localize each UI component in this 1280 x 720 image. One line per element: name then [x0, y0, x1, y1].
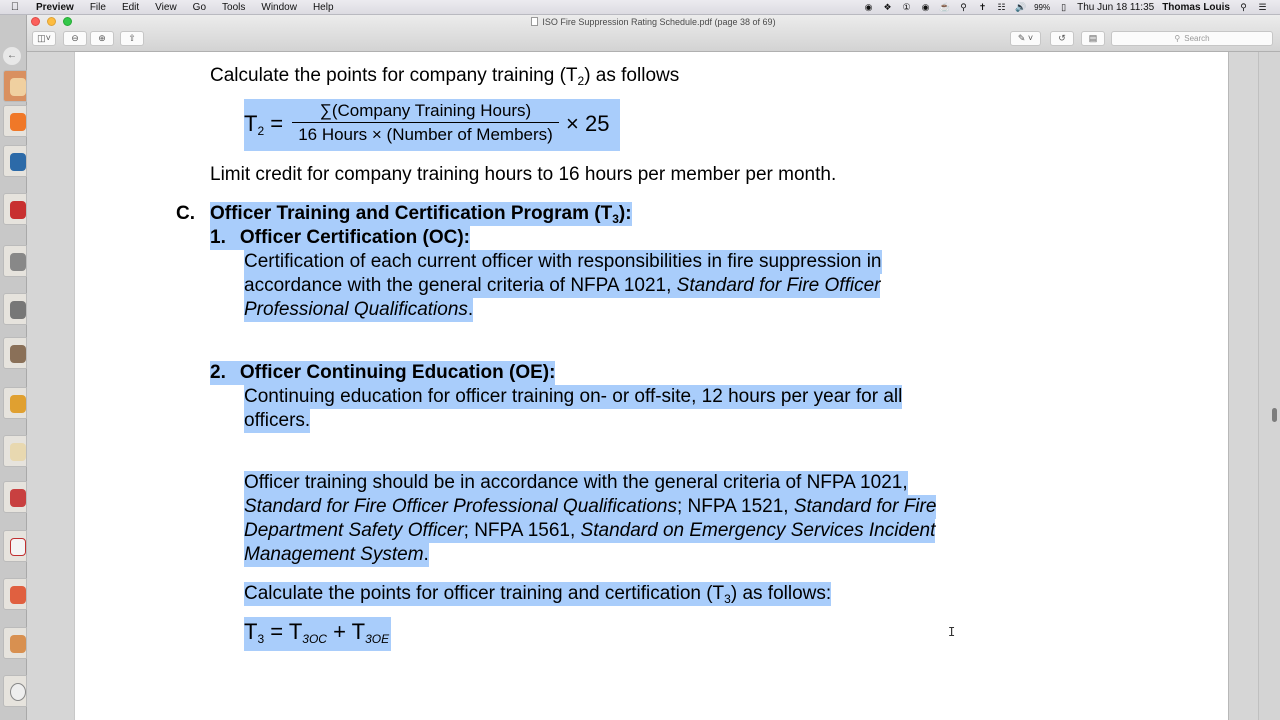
search-icon: ⚲: [1174, 34, 1181, 43]
back-arrow-icon[interactable]: ←: [3, 47, 21, 65]
share-icon: ⇧: [128, 33, 136, 43]
menu-go[interactable]: Go: [192, 1, 207, 13]
window-title-text: ISO Fire Suppression Rating Schedule.pdf (page 38 of 69): [542, 17, 776, 27]
menu-file[interactable]: File: [89, 1, 106, 13]
dropbox-icon[interactable]: ❖: [883, 1, 892, 12]
onepassword-icon[interactable]: ①: [902, 1, 911, 12]
sidebar-icon: ◫˅: [37, 33, 51, 43]
rotate-icon: ↺: [1058, 33, 1066, 43]
caffeine-icon[interactable]: ☕: [938, 1, 951, 12]
section-c-heading[interactable]: Officer Training and Certification Program $(T_3)$:: [210, 203, 632, 226]
volume-icon[interactable]: 🔊: [1014, 1, 1027, 12]
limit-credit-text[interactable]: Limit credit for company training hours to 16 hours per member per month.: [210, 164, 837, 185]
menu-tools[interactable]: Tools: [222, 1, 246, 13]
menu-edit[interactable]: Edit: [121, 1, 140, 13]
t3-intro[interactable]: Calculate the points for officer training and certification $(T_3)$ as follows:: [244, 583, 832, 606]
t2-formula-multiplier: × 25: [566, 111, 610, 136]
item1-line1[interactable]: Certification of each current officer with responsibilities in fire suppression in: [244, 251, 882, 272]
t2-formula-lhs: $T_2$ =: [244, 111, 284, 138]
menu-app-preview[interactable]: Preview: [36, 1, 74, 13]
t3-formula[interactable]: $T_3 = T_{3OC} + T_{3OE}$: [244, 617, 391, 651]
clock[interactable]: Thu Jun 18 11:35: [1077, 1, 1155, 13]
t2-formula-fraction: [292, 101, 559, 145]
note-line1[interactable]: Officer training should be in accordance with the general criteria of NFPA 1021,: [244, 472, 908, 493]
zoom-out-icon: ⊖: [71, 33, 79, 43]
text-cursor-icon: I: [948, 625, 956, 639]
item2-line1[interactable]: Continuing education for officer training on- or off-site, 12 hours per year for all: [244, 386, 903, 407]
airport-icon[interactable]: ⚲: [960, 1, 967, 12]
menu-view[interactable]: View: [155, 1, 177, 13]
battery-percent: 99%: [1034, 2, 1051, 12]
menu-help[interactable]: Help: [312, 1, 334, 13]
toolbox-icon: ▤: [1088, 33, 1098, 43]
wifi-icon[interactable]: ☷: [997, 1, 1006, 12]
item1-heading[interactable]: 1. Officer Certification (OC):: [210, 227, 470, 248]
t2-numerator: ∑(Company Training Hours): [292, 101, 559, 123]
battery-icon[interactable]: ▯: [1061, 1, 1067, 12]
note-line2[interactable]: Standard for Fire Officer Professional Qualifications; NFPA 1521, Standard for Fire: [244, 496, 937, 517]
note-line3[interactable]: Department Safety Officer; NFPA 1561, Standard on Emergency Services Incident: [244, 520, 936, 541]
spotlight-icon[interactable]: ⚲: [1240, 1, 1247, 12]
t2-denominator: 16 Hours × (Number of Members): [298, 125, 553, 144]
pen-icon: ✎ ˅: [1017, 33, 1034, 43]
item2-heading[interactable]: 2. Officer Continuing Education (OE):: [210, 362, 556, 383]
zoom-in-icon: ⊕: [98, 33, 106, 43]
section-c-marker: C.: [176, 203, 195, 224]
item2-line2[interactable]: officers.: [244, 410, 311, 431]
camera-icon[interactable]: ◉: [864, 1, 873, 12]
item1-line3[interactable]: Professional Qualifications.: [244, 299, 474, 320]
bluetooth-icon[interactable]: ✝: [978, 1, 987, 12]
notification-center-icon[interactable]: ☰: [1258, 1, 1267, 12]
user-menu[interactable]: Thomas Louis: [1162, 1, 1230, 13]
menu-window[interactable]: Window: [261, 1, 297, 13]
note-line4[interactable]: Management System.: [244, 544, 429, 565]
sync-icon[interactable]: ◉: [921, 1, 930, 12]
item1-line2[interactable]: accordance with the general criteria of NFPA 1021, Standard for Fire Officer: [244, 275, 881, 296]
search-placeholder: Search: [1184, 34, 1210, 43]
t2-intro[interactable]: Calculate the points for company training $(T_2)$ as follows: [210, 65, 680, 88]
t2-formula[interactable]: [244, 99, 620, 151]
